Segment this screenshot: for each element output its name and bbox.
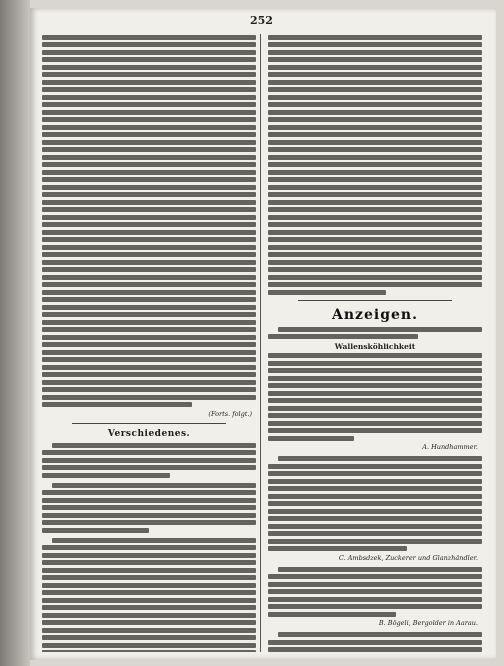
text-line (268, 125, 482, 130)
text-line (268, 539, 482, 544)
text-line (268, 35, 482, 40)
section-heading: Verschiedenes. (107, 428, 191, 439)
text-line (42, 628, 256, 633)
text-line (268, 132, 482, 137)
text-line (42, 635, 256, 640)
text-line (42, 125, 256, 130)
text-line (42, 57, 256, 62)
text-line (268, 391, 482, 396)
text-line (268, 57, 482, 62)
text-line (268, 494, 482, 499)
text-line (268, 177, 482, 182)
text-line (268, 117, 482, 122)
text-line (42, 267, 256, 272)
text-line (268, 282, 482, 287)
text-line (42, 643, 256, 648)
text-line (42, 162, 256, 167)
text-line (42, 568, 256, 573)
text-line (42, 598, 256, 603)
text-line (52, 538, 256, 543)
text-line (42, 140, 256, 145)
text-line (268, 252, 482, 257)
right-column (268, 32, 482, 652)
text-line (52, 443, 256, 448)
text-line (268, 361, 482, 366)
text-line (268, 524, 482, 529)
text-line (268, 604, 482, 609)
text-line (42, 387, 256, 392)
text-line (42, 365, 256, 370)
text-line (268, 87, 482, 92)
text-line (278, 456, 482, 461)
text-line (268, 612, 396, 617)
text-line (268, 413, 482, 418)
text-line (42, 357, 256, 362)
text-line (42, 72, 256, 77)
text-line (268, 546, 407, 551)
text-line (268, 162, 482, 167)
text-line (42, 207, 256, 212)
text-line (42, 498, 256, 503)
text-line (42, 290, 256, 295)
text-line (268, 237, 482, 242)
text-line (42, 170, 256, 175)
text-line (268, 376, 482, 381)
text-line (268, 102, 482, 107)
text-line (268, 428, 482, 433)
text-line (42, 473, 170, 478)
text-line (42, 222, 256, 227)
text-line (42, 553, 256, 558)
text-line (268, 267, 482, 272)
ad-signature-3: B. Bögeli, Bergolder in Aarau. (378, 619, 478, 627)
ad-title: Wallensköhlichkeit (334, 341, 416, 351)
text-line (268, 140, 482, 145)
text-line (268, 509, 482, 514)
text-line (42, 87, 256, 92)
divider-rule (72, 423, 226, 424)
text-line (268, 147, 482, 152)
text-line (268, 290, 386, 295)
text-line (42, 252, 256, 257)
text-line (268, 155, 482, 160)
text-line (42, 185, 256, 190)
text-line (268, 192, 482, 197)
ad-signature-1: A. Hundhammer. (422, 443, 478, 451)
text-line (268, 368, 482, 373)
text-line (268, 589, 482, 594)
text-line (42, 350, 256, 355)
text-line (42, 237, 256, 242)
text-line (42, 465, 256, 470)
text-line (268, 95, 482, 100)
text-line (42, 575, 256, 580)
text-line (268, 275, 482, 280)
text-line (42, 458, 256, 463)
text-line (268, 479, 482, 484)
text-line (268, 200, 482, 205)
text-line (42, 320, 256, 325)
text-line (42, 177, 256, 182)
text-line (42, 650, 256, 652)
text-line (268, 215, 482, 220)
page-number: 252 (250, 14, 273, 27)
text-line (42, 65, 256, 70)
text-line (42, 260, 256, 265)
text-line (42, 230, 256, 235)
text-line (42, 342, 256, 347)
text-line (268, 383, 482, 388)
text-line (42, 50, 256, 55)
text-line (42, 545, 256, 550)
text-line (42, 560, 256, 565)
text-line (268, 353, 482, 358)
text-line (42, 282, 256, 287)
text-line (268, 80, 482, 85)
text-line (268, 334, 418, 339)
text-line (268, 501, 482, 506)
book-binding-shadow (0, 0, 30, 666)
text-line (268, 170, 482, 175)
text-line (42, 395, 256, 400)
text-line (268, 245, 482, 250)
ads-heading: Anzeigen. (332, 306, 418, 323)
text-line (42, 35, 256, 40)
continuation-note: (Forts. folgt.) (208, 409, 252, 418)
text-line (268, 574, 482, 579)
text-line (42, 590, 256, 595)
text-line (42, 380, 256, 385)
text-line (278, 632, 482, 637)
text-line (42, 402, 192, 407)
text-line (268, 436, 354, 441)
text-line (42, 192, 256, 197)
column-divider (260, 34, 261, 652)
text-line (268, 406, 482, 411)
text-line (268, 42, 482, 47)
text-line (268, 72, 482, 77)
text-line (42, 490, 256, 495)
text-line (42, 372, 256, 377)
text-line (42, 583, 256, 588)
text-line (42, 335, 256, 340)
text-line (268, 222, 482, 227)
text-line (42, 520, 256, 525)
text-line (268, 50, 482, 55)
text-line (42, 147, 256, 152)
text-line (268, 516, 482, 521)
text-line (42, 505, 256, 510)
text-line (42, 450, 256, 455)
text-line (268, 464, 482, 469)
text-line (268, 398, 482, 403)
text-line (278, 567, 482, 572)
text-line (42, 200, 256, 205)
text-line (268, 531, 482, 536)
text-line (268, 582, 482, 587)
text-line (42, 215, 256, 220)
text-line (42, 155, 256, 160)
text-line (42, 80, 256, 85)
text-line (268, 65, 482, 70)
text-line (42, 513, 256, 518)
text-line (268, 230, 482, 235)
text-line (268, 421, 482, 426)
text-line (42, 102, 256, 107)
text-line (42, 275, 256, 280)
text-line (42, 42, 256, 47)
text-line (268, 597, 482, 602)
left-column (42, 32, 256, 652)
text-line (268, 110, 482, 115)
text-line (268, 185, 482, 190)
text-line (42, 297, 256, 302)
text-line (42, 613, 256, 618)
text-line (268, 260, 482, 265)
divider-rule (298, 300, 452, 301)
text-line (42, 117, 256, 122)
text-line (42, 620, 256, 625)
text-line (42, 605, 256, 610)
newspaper-page (30, 8, 496, 660)
ad-signature-2: C. Ambsdzek, Zuckerer und Glanzhändler. (338, 553, 478, 562)
text-line (42, 110, 256, 115)
text-line (42, 312, 256, 317)
text-line (268, 647, 482, 652)
text-line (278, 327, 482, 332)
text-line (42, 305, 256, 310)
text-line (268, 486, 482, 491)
text-line (268, 471, 482, 476)
text-line (42, 327, 256, 332)
text-line (42, 95, 256, 100)
text-line (268, 207, 482, 212)
text-line (42, 528, 149, 533)
text-line (42, 245, 256, 250)
text-line (52, 483, 256, 488)
text-line (268, 640, 482, 645)
text-line (42, 132, 256, 137)
